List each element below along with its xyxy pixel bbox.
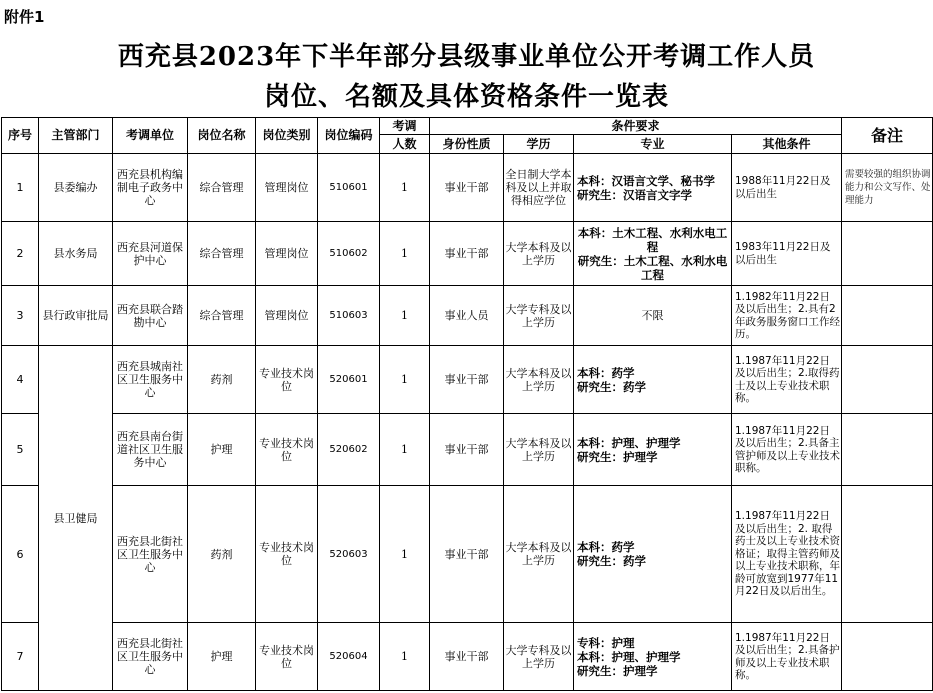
- header-conditions: 条件要求: [430, 118, 842, 135]
- header-unit: 考调单位: [113, 118, 188, 154]
- cell-other: 1.1982年11月22日及以后出生；2.具有2年政务服务窗口工作经历。: [732, 286, 842, 346]
- cell-post-type: 管理岗位: [256, 154, 318, 222]
- cell-identity: 事业干部: [430, 154, 504, 222]
- cell-post-type: 管理岗位: [256, 222, 318, 286]
- cell-remark: [842, 222, 933, 286]
- cell-remark: [842, 346, 933, 414]
- cell-other: 1.1987年11月22日及以后出生；2. 取得药士及以上专业技术资格证；取得主管药师及以上专业技术职称，年龄可放宽到1977年11月22日及以后出生。: [732, 486, 842, 623]
- major-line: 本科：护理、护理学: [577, 435, 681, 450]
- cell-post-code: 520603: [318, 486, 380, 623]
- header-post-name: 岗位名称: [188, 118, 256, 154]
- cell-post-name: 药剂: [188, 486, 256, 623]
- cell-post-type: 专业技术岗位: [256, 346, 318, 414]
- attachment-label: 附件1: [4, 8, 45, 26]
- table-row: [2, 414, 933, 486]
- cell-dept: 县委编办: [39, 154, 113, 222]
- header-post-type: 岗位类别: [256, 118, 318, 154]
- header-seq: 序号: [2, 118, 39, 154]
- major-line: 本科：土木工程、水利水电工程: [577, 225, 728, 254]
- header-quota-bottom: 人数: [380, 135, 430, 154]
- cell-major: [574, 414, 732, 486]
- cell-post-code: 510603: [318, 286, 380, 346]
- cell-post-type: 管理岗位: [256, 286, 318, 346]
- cell-post-type: 专业技术岗位: [256, 414, 318, 486]
- cell-seq: 7: [2, 623, 39, 691]
- header-quota-top: 考调: [380, 118, 430, 135]
- cell-identity: 事业人员: [430, 286, 504, 346]
- cell-education: 大学本科及以上学历: [504, 222, 574, 286]
- cell-post-code: 520602: [318, 414, 380, 486]
- cell-identity: 事业干部: [430, 486, 504, 623]
- cell-seq: 4: [2, 346, 39, 414]
- major-line: 研究生：土木工程、水利水电工程: [577, 253, 728, 282]
- cell-post-name: 综合管理: [188, 286, 256, 346]
- cell-major: [574, 346, 732, 414]
- major-line: 研究生：汉语言文字学: [577, 187, 692, 202]
- cell-major: [574, 222, 732, 286]
- header-dept: 主管部门: [39, 118, 113, 154]
- cell-major: [574, 623, 732, 691]
- header-post-code: 岗位编码: [318, 118, 380, 154]
- cell-count: 1: [380, 286, 430, 346]
- cell-remark: [842, 623, 933, 691]
- table-row: [2, 346, 933, 414]
- header-remark: 备注: [842, 118, 933, 154]
- cell-seq: 1: [2, 154, 39, 222]
- major-line: 本科：药学: [577, 365, 635, 380]
- cell-remark: [842, 486, 933, 623]
- cell-seq: 3: [2, 286, 39, 346]
- major-line: 专科：护理: [577, 635, 635, 650]
- page-title-line1: 西充县2023年下半年部分县级事业单位公开考调工作人员: [117, 42, 816, 72]
- cell-identity: 事业干部: [430, 623, 504, 691]
- cell-post-code: 520601: [318, 346, 380, 414]
- cell-seq: 5: [2, 414, 39, 486]
- cell-post-name: 护理: [188, 623, 256, 691]
- cell-post-name: 药剂: [188, 346, 256, 414]
- cell-education: 大学本科及以上学历: [504, 346, 574, 414]
- cell-education: 大学本科及以上学历: [504, 414, 574, 486]
- cell-unit: 西充县机构编制电子政务中心: [113, 154, 188, 222]
- table-row: [2, 286, 933, 346]
- cell-other: 1988年11月22日及以后出生: [732, 154, 842, 222]
- cell-post-name: 综合管理: [188, 154, 256, 222]
- cell-remark: [842, 414, 933, 486]
- cell-major: 不限: [574, 286, 732, 346]
- cell-unit: 西充县北街社区卫生服务中心: [113, 486, 188, 623]
- major-line: 本科：汉语言文学、秘书学: [577, 173, 715, 188]
- major-line: 本科：护理、护理学: [577, 649, 681, 664]
- cell-unit: 西充县联合踏勘中心: [113, 286, 188, 346]
- cell-education: 大学专科及以上学历: [504, 623, 574, 691]
- cell-unit: 西充县北街社区卫生服务中心: [113, 623, 188, 691]
- positions-table: [1, 117, 933, 691]
- cell-other: 1.1987年11月22日及以后出生；2.取得药士及以上专业技术职称。: [732, 346, 842, 414]
- cell-other: 1983年11月22日及以后出生: [732, 222, 842, 286]
- cell-count: 1: [380, 222, 430, 286]
- cell-identity: 事业干部: [430, 414, 504, 486]
- cell-other: 1.1987年11月22日及以后出生；2.具备主管护师及以上专业技术职称。: [732, 414, 842, 486]
- cell-identity: 事业干部: [430, 346, 504, 414]
- cell-unit: 西充县城南社区卫生服务中心: [113, 346, 188, 414]
- cell-seq: 6: [2, 486, 39, 623]
- cell-seq: 2: [2, 222, 39, 286]
- cell-unit: 西充县南台街道社区卫生服务中心: [113, 414, 188, 486]
- cell-education: 大学本科及以上学历: [504, 486, 574, 623]
- cell-count: 1: [380, 486, 430, 623]
- cell-other: 1.1987年11月22日及以后出生；2.具备护师及以上专业技术职称。: [732, 623, 842, 691]
- cell-post-type: 专业技术岗位: [256, 486, 318, 623]
- major-line: 研究生：护理学: [577, 449, 658, 464]
- cell-remark: [842, 286, 933, 346]
- cell-post-code: 520604: [318, 623, 380, 691]
- cell-identity: 事业干部: [430, 222, 504, 286]
- cell-post-code: 510602: [318, 222, 380, 286]
- major-line: 研究生：护理学: [577, 663, 658, 678]
- cell-count: 1: [380, 154, 430, 222]
- header-education: 学历: [504, 135, 574, 154]
- header-identity: 身份性质: [430, 135, 504, 154]
- cell-dept: 县水务局: [39, 222, 113, 286]
- table-row: [2, 222, 933, 286]
- cell-post-code: 510601: [318, 154, 380, 222]
- cell-education: 全日制大学本科及以上并取得相应学位: [504, 154, 574, 222]
- cell-remark: 需要较强的组织协调能力和公文写作、处理能力: [842, 154, 933, 222]
- header-other: 其他条件: [732, 135, 842, 154]
- cell-dept: 县卫健局: [39, 346, 113, 691]
- table-row: [2, 486, 933, 623]
- cell-post-type: 专业技术岗位: [256, 623, 318, 691]
- cell-post-name: 护理: [188, 414, 256, 486]
- cell-count: 1: [380, 346, 430, 414]
- cell-count: 1: [380, 414, 430, 486]
- header-major: 专业: [574, 135, 732, 154]
- cell-count: 1: [380, 623, 430, 691]
- cell-major: [574, 154, 732, 222]
- cell-major: [574, 486, 732, 623]
- cell-post-name: 综合管理: [188, 222, 256, 286]
- page-title-line2: 岗位、名额及具体资格条件一览表: [263, 82, 669, 112]
- cell-dept: 县行政审批局: [39, 286, 113, 346]
- major-line: 研究生：药学: [577, 379, 646, 394]
- major-line: 本科：药学: [577, 540, 635, 554]
- table-row: [2, 154, 933, 222]
- cell-unit: 西充县河道保护中心: [113, 222, 188, 286]
- major-line: 研究生：药学: [577, 554, 646, 568]
- cell-education: 大学专科及以上学历: [504, 286, 574, 346]
- table-row: [2, 623, 933, 691]
